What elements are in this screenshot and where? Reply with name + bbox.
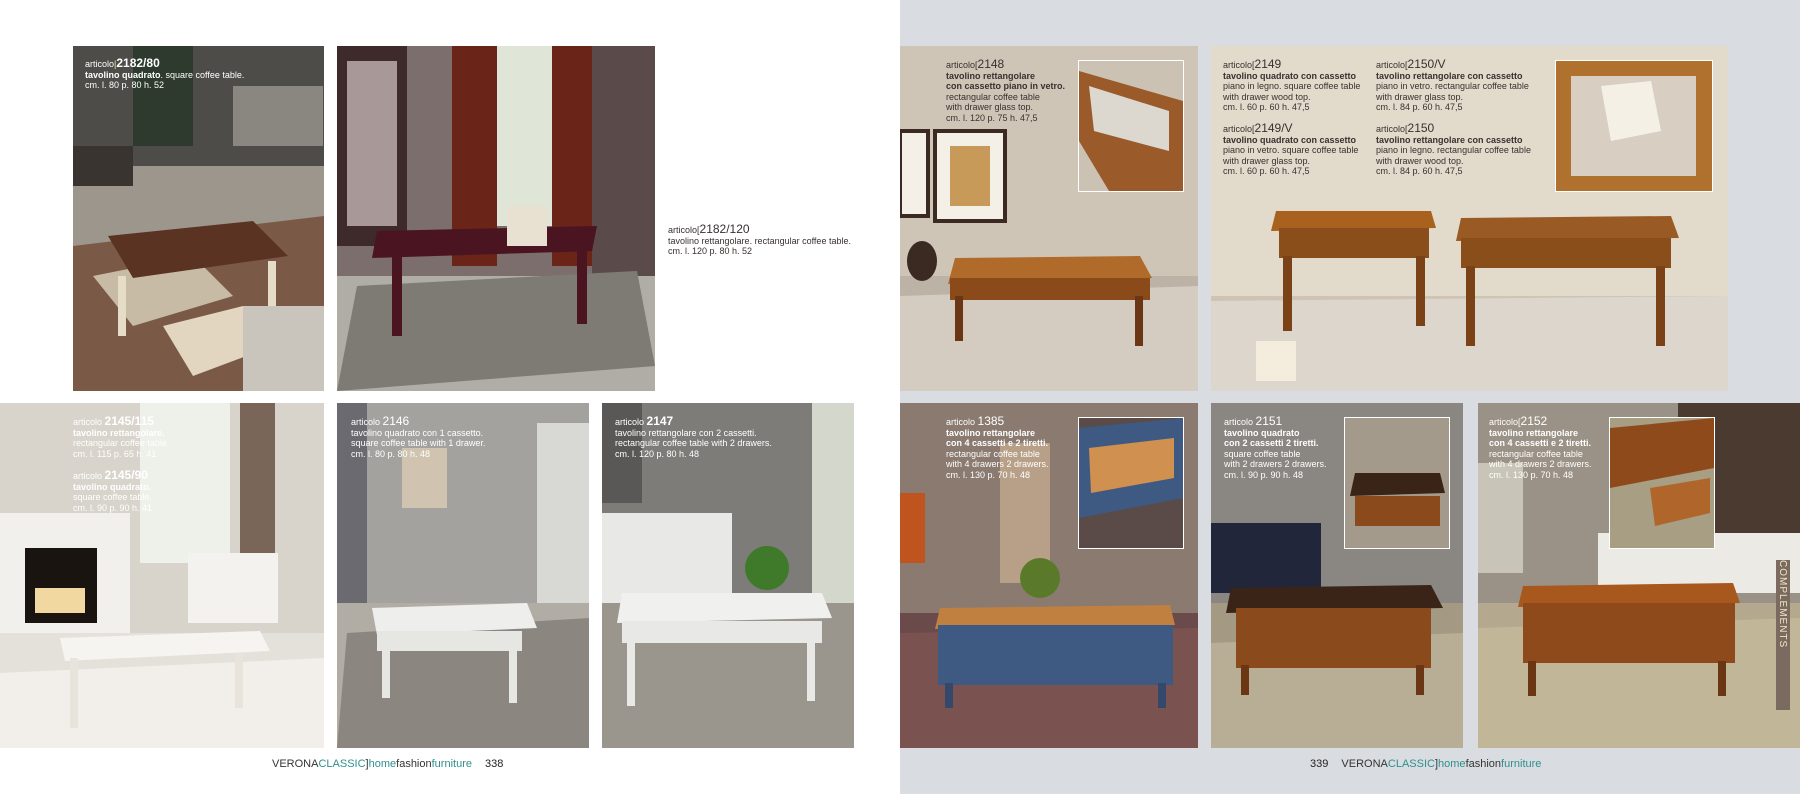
- page-number-left: 338: [485, 758, 504, 770]
- product-code: 2149: [1254, 57, 1282, 71]
- product-name-it: tavolino quadrato: [1224, 427, 1300, 438]
- inset-1385-detail: [1078, 417, 1184, 549]
- product-name-it: tavolino rettangolare.: [73, 427, 165, 438]
- inset-2151-detail: [1344, 417, 1450, 549]
- caption-2145-90: [73, 470, 152, 513]
- caption-2146: [351, 416, 485, 459]
- articolo-label: articolo: [73, 417, 103, 427]
- product-code: 2145/90: [104, 468, 148, 482]
- product-name-it: tavolino rettangolare: [668, 235, 750, 246]
- product-name-it: tavolino rettangolare: [946, 70, 1036, 81]
- product-code: 2182/120: [699, 222, 750, 236]
- product-name-en: rectangular coffee table: [1489, 448, 1583, 459]
- caption-2147: [615, 416, 772, 459]
- caption-2182-80: articolo|2182/80 tavolino quadrato. square coffee table. cm. l. 80 p. 80 h. 52: [85, 56, 245, 90]
- product-name-it: tavolino quadrato con cassetto: [1223, 70, 1357, 81]
- product-code: 2182/80: [116, 56, 160, 70]
- product-name-en: piano in vetro. square coffee table: [1223, 145, 1359, 155]
- product-name-it: tavolino quadrato.: [73, 481, 152, 492]
- right-footer: [1310, 758, 1541, 770]
- caption-2149: articolo[2149 tavolino quadrato con cassetto piano in legno. square coffee table with drawer wood top. cm. l. 60 p. 60 h. 47,5: [1223, 57, 1361, 112]
- product-name-en-2: with drawer glass top.: [946, 102, 1034, 112]
- brand-part3: home: [1438, 758, 1466, 770]
- product-dimensions: cm. l. 120 p. 75 h. 47,5: [946, 112, 1038, 123]
- product-code: 2149/V: [1254, 121, 1293, 135]
- product-name-it-2: con 2 cassetti 2 tiretti.: [1224, 438, 1319, 448]
- product-dimensions: cm. l. 60 p. 60 h. 47,5: [1223, 166, 1310, 176]
- product-name-en: . rectangular coffee table.: [749, 235, 851, 246]
- product-name-en: piano in vetro. rectangular coffee table: [1376, 81, 1529, 91]
- caption-2151: [1224, 416, 1327, 480]
- product-code: 2145/115: [104, 414, 154, 428]
- product-dimensions: cm. l. 80 p. 80 h. 48: [351, 448, 431, 459]
- section-side-tab: [1776, 560, 1790, 710]
- articolo-label: articolo: [1376, 124, 1406, 134]
- product-name-en: square coffee table: [1224, 448, 1301, 459]
- articolo-label: articolo: [946, 60, 976, 70]
- inset-2148-detail: [1078, 60, 1184, 192]
- product-code: 2147: [646, 414, 674, 428]
- product-dimensions: cm. l. 80 p. 80 h. 52: [85, 80, 165, 90]
- brand-bracket: ]: [365, 758, 369, 770]
- product-name-it: tavolino rettangolare con 2 cassetti.: [615, 427, 757, 438]
- product-name-en: rectangular coffee table: [946, 448, 1040, 459]
- section-side-tab-label: COMPLEMENTS: [1777, 560, 1788, 649]
- product-dimensions: cm. l. 90 p. 90 h. 41: [73, 502, 153, 513]
- articolo-label: articolo: [668, 225, 698, 235]
- product-code: 2148: [977, 57, 1005, 71]
- page-number-right: 339: [1310, 758, 1329, 770]
- articolo-label: articolo: [946, 417, 976, 427]
- brand-part4: fashion: [396, 758, 432, 770]
- product-name-en: piano in legno. rectangular coffee table: [1376, 145, 1531, 155]
- product-name-it: tavolino quadrato: [85, 69, 161, 80]
- product-name-en: rectangular coffee table: [946, 91, 1040, 102]
- product-code: 2150/V: [1407, 57, 1446, 71]
- articolo-label: articolo: [85, 59, 115, 69]
- product-dimensions: cm. l. 84 p. 60 h. 47,5: [1376, 102, 1463, 112]
- caption-2182-120: articolo[2182/120 tavolino rettangolare. rectangular coffee table. cm. l. 120 p. 80 h. 52: [668, 222, 851, 256]
- articolo-label: articolo: [1223, 124, 1253, 134]
- photo-2182-120: [337, 46, 655, 391]
- caption-2150: articolo[2150 tavolino rettangolare con cassetto piano in legno. rectangular coffee table with drawer wood top. cm. l. 84 p. 60 h. 47,5: [1376, 121, 1531, 176]
- articolo-label: articolo: [1489, 417, 1519, 427]
- product-name-en: rectangular coffee table.: [73, 438, 170, 448]
- product-dimensions: cm. l. 130 p. 70 h. 48: [946, 469, 1031, 480]
- product-name-it: tavolino rettangolare con cassetto: [1376, 134, 1523, 145]
- product-name-it-2: con 4 cassetti e 2 tiretti.: [1489, 438, 1592, 448]
- articolo-label: articolo: [1223, 60, 1253, 70]
- inset-2150-detail: [1555, 60, 1713, 192]
- product-code: 2151: [1255, 414, 1283, 428]
- caption-2152: articolo[2152 tavolino rettangolare con 4 cassetti e 2 tiretti. rectangular coffee table with 4 drawers 2 drawers. cm. l. 130 p. 70 h. 48: [1489, 414, 1592, 480]
- product-name-it: tavolino rettangolare: [946, 427, 1036, 438]
- product-name-en-2: with 4 drawers 2 drawers.: [1489, 459, 1592, 469]
- product-dimensions: cm. l. 84 p. 60 h. 47,5: [1376, 166, 1463, 176]
- product-name-en-2: with drawer glass top.: [1376, 91, 1464, 102]
- caption-2150-v: articolo[2150/V tavolino rettangolare con cassetto piano in vetro. rectangular coffee table with drawer glass top. cm. l. 84 p. 60 h. 47,5: [1376, 57, 1529, 112]
- product-name-en: . square coffee table.: [160, 69, 245, 80]
- product-dimensions: cm. l. 90 p. 90 h. 48: [1224, 469, 1304, 480]
- product-dimensions: cm. l. 120 p. 80 h. 48: [615, 448, 700, 459]
- product-name-it: tavolino quadrato con cassetto: [1223, 134, 1357, 145]
- brand-part2: CLASSIC: [1387, 758, 1435, 770]
- product-name-en-2: with drawer glass top.: [1223, 155, 1311, 166]
- brand-part4: fashion: [1465, 758, 1502, 770]
- articolo-label: articolo: [1224, 417, 1254, 427]
- product-name-it: tavolino rettangolare con cassetto: [1376, 70, 1523, 81]
- brand-part1: VERONA: [272, 758, 319, 770]
- product-code: 1385: [977, 414, 1005, 428]
- product-dimensions: cm. l. 130 p. 70 h. 48: [1489, 469, 1574, 480]
- product-name-it-2: con 4 cassetti e 2 tiretti.: [946, 438, 1049, 448]
- product-name-it: tavolino rettangolare: [1489, 427, 1579, 438]
- articolo-label: articolo: [615, 417, 645, 427]
- articolo-label: articolo: [351, 417, 381, 427]
- product-name-it-2: con cassetto piano in vetro.: [946, 81, 1066, 91]
- brand-part2: CLASSIC: [318, 758, 366, 770]
- photo-1385: [900, 403, 1198, 748]
- articolo-label: articolo: [73, 471, 103, 481]
- caption-1385: [946, 416, 1049, 480]
- inset-2152-detail: [1609, 417, 1715, 549]
- product-name-en: rectangular coffee table with 2 drawers.: [615, 438, 772, 448]
- brand-part5: furniture: [1501, 758, 1542, 770]
- articolo-label: articolo: [1376, 60, 1406, 70]
- brand-part5: furniture: [431, 758, 472, 770]
- caption-2149-v: articolo[2149/V tavolino quadrato con cassetto piano in vetro. square coffee table with drawer glass top. cm. l. 60 p. 60 h. 47,5: [1223, 121, 1359, 176]
- product-name-it: tavolino quadrato con 1 cassetto.: [351, 427, 484, 438]
- product-dimensions: cm. l. 120 p. 80 h. 52: [668, 246, 753, 256]
- left-footer: [272, 758, 503, 770]
- product-code: 2146: [382, 414, 410, 428]
- product-name-en-2: with drawer wood top.: [1376, 155, 1464, 166]
- brand-part3: home: [368, 758, 397, 770]
- product-dimensions: cm. l. 60 p. 60 h. 47,5: [1223, 102, 1310, 112]
- brand-part1: VERONA: [1341, 758, 1388, 770]
- caption-2148: articolo[2148 tavolino rettangolare con cassetto piano in vetro. rectangular coffee table with drawer glass top. cm. l. 120 p. 75 h. 47,5: [946, 57, 1066, 123]
- product-name-en: square coffee table.: [73, 492, 152, 502]
- caption-2145-115: [73, 416, 169, 459]
- product-code: 2152: [1520, 414, 1548, 428]
- product-dimensions: cm. l. 115 p. 65 h. 41: [73, 448, 157, 459]
- photo-2182-80: [73, 46, 324, 391]
- brand-bracket: ]: [1434, 758, 1439, 770]
- product-name-en-2: with drawer wood top.: [1223, 91, 1311, 102]
- product-name-en-2: with 2 drawers 2 drawers.: [1224, 459, 1327, 469]
- product-name-en-2: with 4 drawers 2 drawers.: [946, 459, 1049, 469]
- product-code: 2150: [1407, 121, 1435, 135]
- product-name-en: piano in legno. square coffee table: [1223, 81, 1361, 91]
- product-name-en: square coffee table with 1 drawer.: [351, 438, 486, 448]
